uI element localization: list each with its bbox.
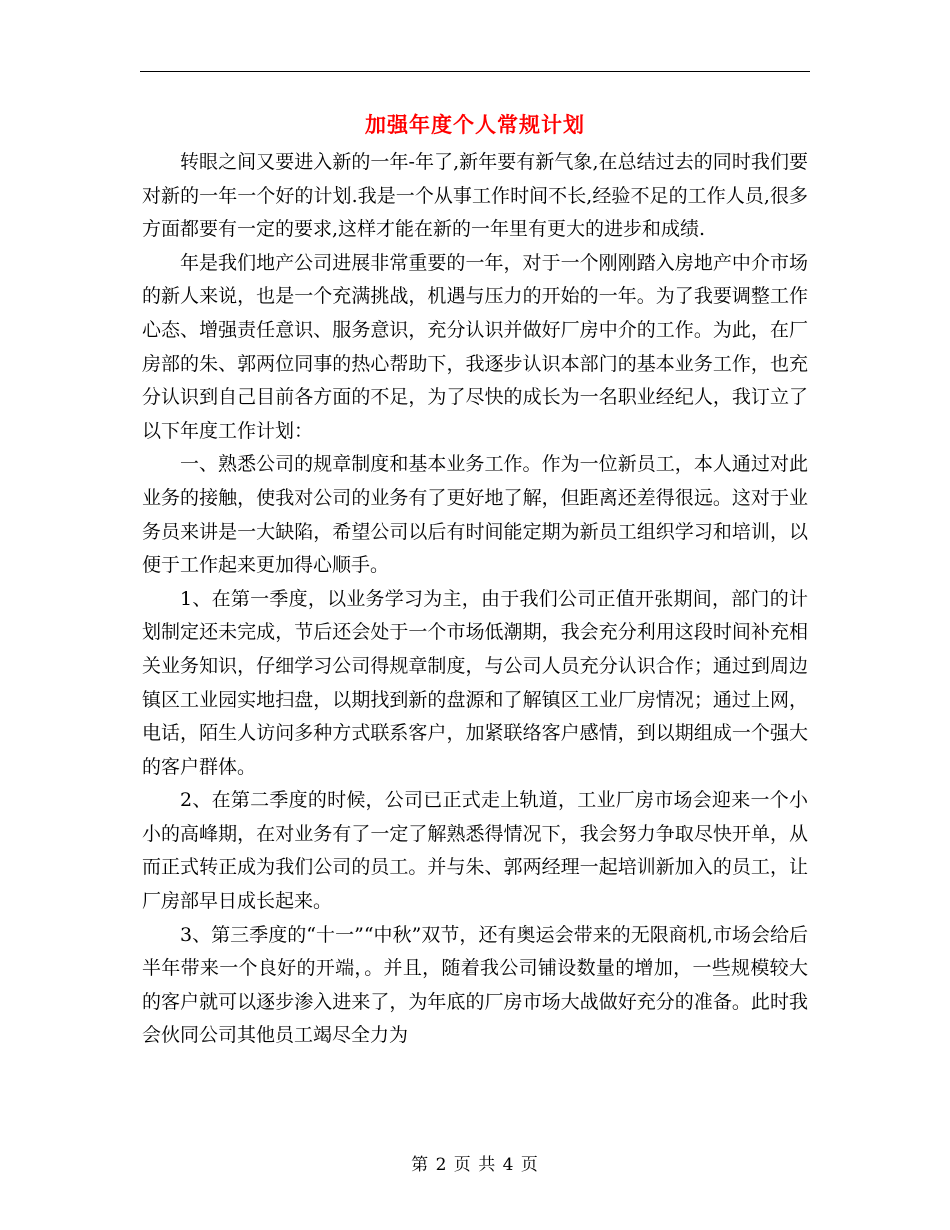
paragraph-year-overview: 年是我们地产公司进展非常重要的一年，对于一个刚刚踏入房地产中介市场的新人来说，也是一个充满挑战，机遇与压力的开始的一年。为了我要调整工作心态、增强责任意识、服务意识，充分认识并做好厂房中介的工作。为此，在厂房部的朱、郭两位同事的热心帮助下，我逐步认识本部门的基本业务工作，也充分认识到自己目前各方面的不足，为了尽快的成长为一名职业经纪人，我订立了以下年度工作计划： [142, 251, 808, 442]
document-title: 加强年度个人常规计划 [365, 112, 585, 137]
footer-suffix: 页 [520, 1155, 539, 1175]
paragraph-quarter-two: 2、在第二季度的时候，公司已正式走上轨道，工业厂房市场会迎来一个小小的高峰期，在对业务有了一定了解熟悉得情况下，我会努力争取尽快开单，从而正式转正成为我们公司的员工。并与朱、郭两经理一起培训新加入的员工，让厂房部早日成长起来。 [142, 789, 808, 913]
header-rule [140, 71, 810, 72]
paragraph-quarter-three: 3、第三季度的“十一”“中秋”双节，还有奥运会带来的无限商机,市场会给后半年带来一个良好的开端，。并且，随着我公司铺设数量的增加，一些规模较大的客户就可以逐步渗入进来了，为年底的厂房市场大战做好充分的准备。此时我会伙同公司其他员工竭尽全力为 [142, 923, 808, 1047]
footer-total-pages: 4 [502, 1155, 515, 1175]
footer-page-number: 2 [435, 1155, 448, 1175]
paragraph-section-one: 一、熟悉公司的规章制度和基本业务工作。作为一位新员工，本人通过对此业务的接触，使我对公司的业务有了更好地了解，但距离还差得很远。这对于业务员来讲是一大缺陷，希望公司以后有时间能定期为新员工组织学习和培训，以便于工作起来更加得心顺手。 [142, 453, 808, 577]
footer-middle: 页 共 [453, 1155, 497, 1175]
footer-prefix: 第 [411, 1155, 430, 1175]
paragraph-quarter-one: 1、在第一季度，以业务学习为主，由于我们公司正值开张期间，部门的计划制定还未完成，节后还会处于一个市场低潮期，我会充分利用这段时间补充相关业务知识，仔细学习公司得规章制度，与公司人员充分认识合作；通过到周边镇区工业园实地扫盘，以期找到新的盘源和了解镇区工业厂房情况；通过上网，电话，陌生人访问多种方式联系客户，加紧联络客户感情，到以期组成一个强大的客户群体。 [142, 587, 808, 778]
page-footer [140, 1153, 810, 1177]
document-body [142, 146, 808, 1053]
paragraph-intro: 转眼之间又要进入新的一年-年了,新年要有新气象,在总结过去的同时我们要对新的一年一个好的计划.我是一个从事工作时间不长,经验不足的工作人员,很多方面都要有一定的要求,这样才能在新的一年里有更大的进步和成绩. [142, 151, 808, 241]
